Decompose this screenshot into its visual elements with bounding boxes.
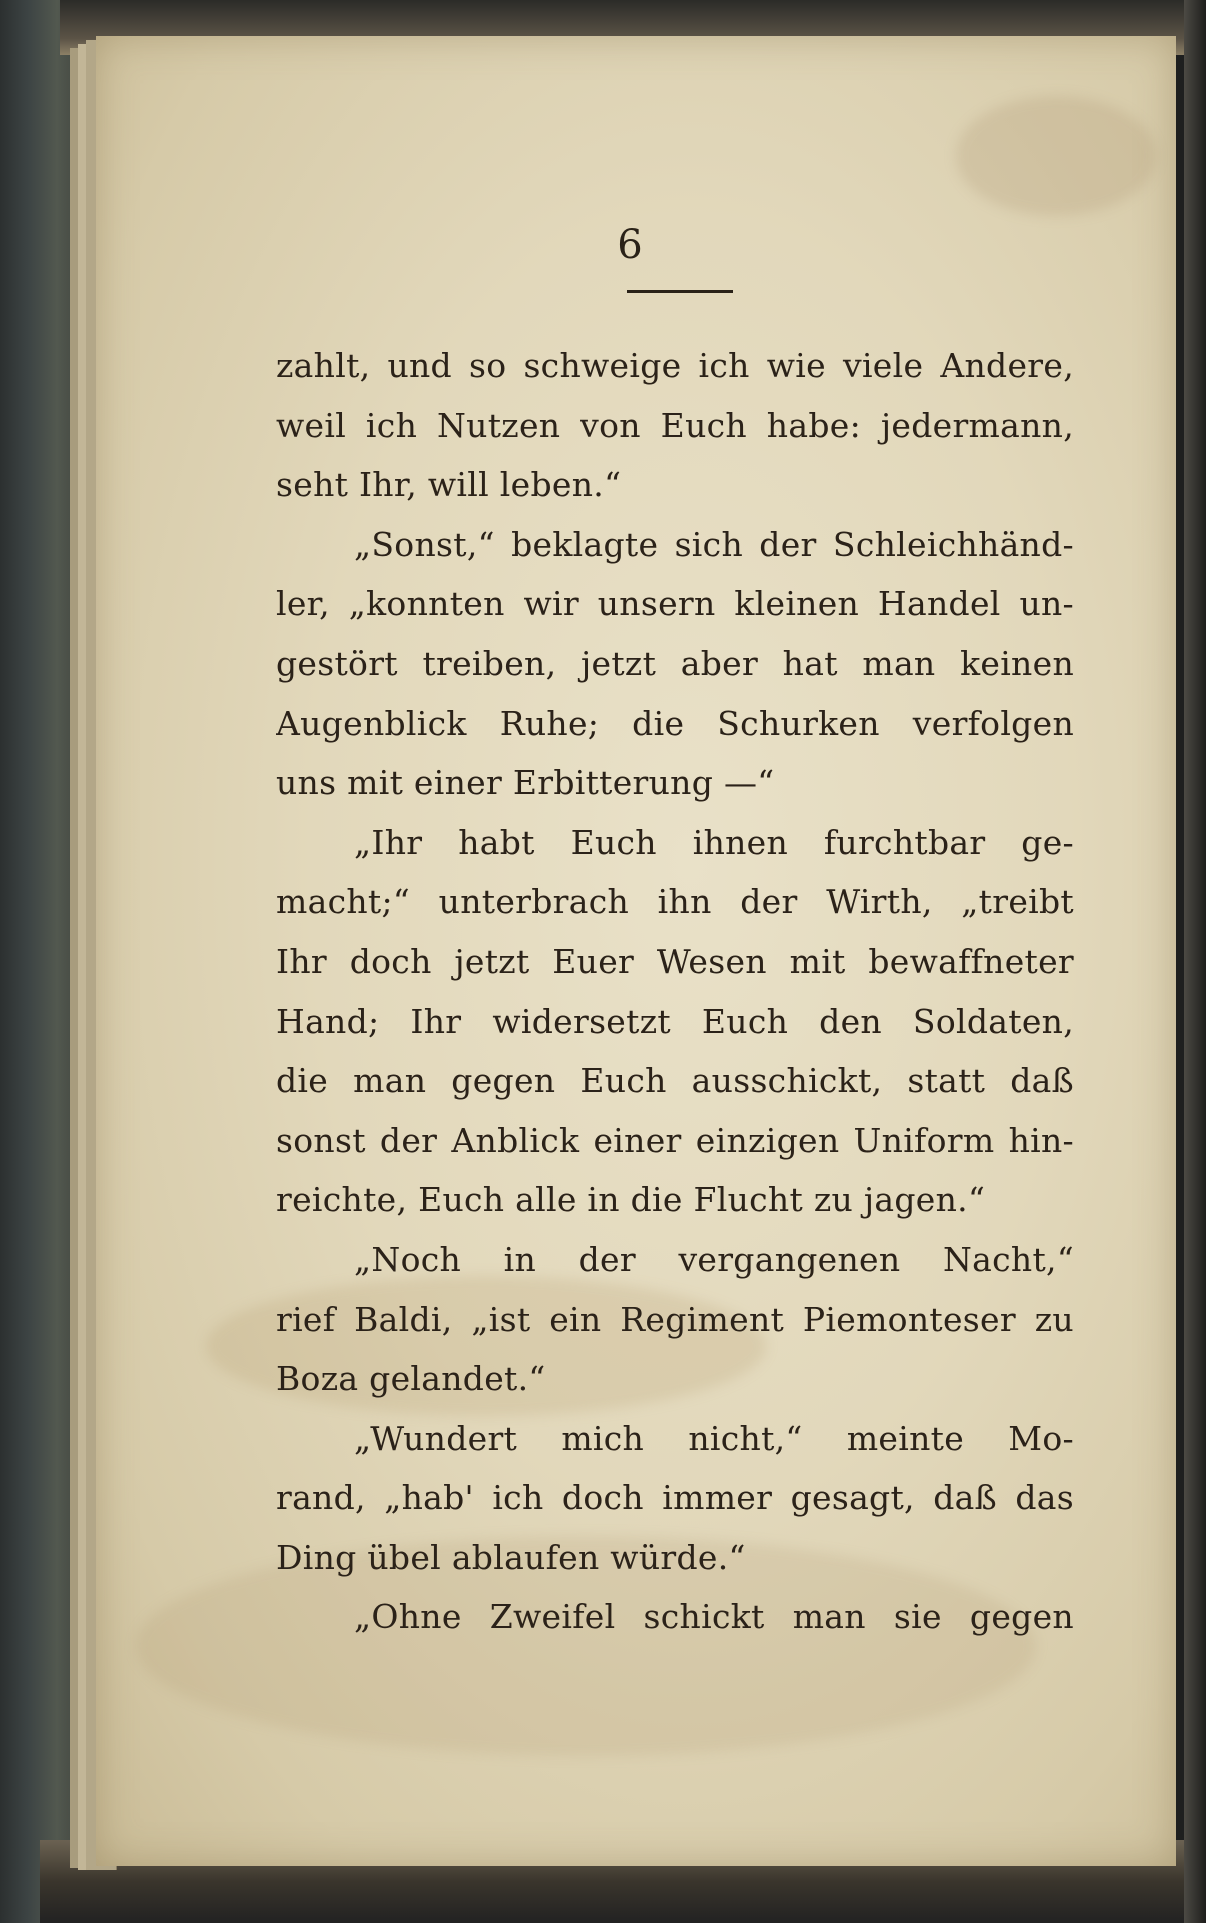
text-line: Ding übel ablaufen würde.“: [276, 1537, 746, 1577]
text-line: die man gegen Euch ausschickt, statt daß: [276, 1061, 1074, 1101]
text-line: ler, „konnten wir unsern kleinen Handel un-: [276, 584, 1074, 624]
paper-stain: [956, 96, 1156, 216]
text-line: zahlt, und so schweige ich wie viele Andere,: [276, 346, 1074, 385]
text-line: „Sonst,“ beklagte sich der Schleichhänd-: [354, 524, 1074, 564]
page-number: 6: [617, 222, 643, 268]
text-line: gestört treiben, jetzt aber hat man keinen: [276, 643, 1074, 683]
text-line: macht;“ unterbrach ihn der Wirth, „treibt: [276, 882, 1074, 922]
body-text: [276, 336, 1074, 1647]
text-line: rand, „hab' ich doch immer gesagt, daß das: [276, 1478, 1074, 1518]
text-line: weil ich Nutzen von Euch habe: jedermann,: [276, 405, 1074, 445]
text-line: seht Ihr, will leben.“: [276, 465, 622, 505]
text-line: Boza gelandet.“: [276, 1359, 546, 1399]
text-line: reichte, Euch alle in die Flucht zu jagen.“: [276, 1180, 986, 1220]
text-line: „Ihr habt Euch ihnen furchtbar ge-: [354, 822, 1074, 862]
text-line: rief Baldi, „ist ein Regiment Piemonteser zu: [276, 1299, 1074, 1339]
header-rule: [627, 290, 733, 293]
text-line: „Ohne Zweifel schickt man sie gegen: [354, 1597, 1074, 1637]
text-line: Hand; Ihr widersetzt Euch den Soldaten,: [276, 1001, 1074, 1041]
book-cover-right-edge: [1184, 0, 1206, 1923]
text-line: uns mit einer Erbitterung —“: [276, 763, 775, 803]
text-line: Augenblick Ruhe; die Schurken verfolgen: [276, 703, 1074, 743]
text-line: „Noch in der vergangenen Nacht,“: [354, 1239, 1074, 1279]
text-line: sonst der Anblick einer einzigen Uniform hin-: [276, 1120, 1074, 1160]
text-line: Ihr doch jetzt Euer Wesen mit bewaffneter: [276, 941, 1074, 981]
text-line: „Wundert mich nicht,“ meinte Mo-: [354, 1418, 1074, 1458]
